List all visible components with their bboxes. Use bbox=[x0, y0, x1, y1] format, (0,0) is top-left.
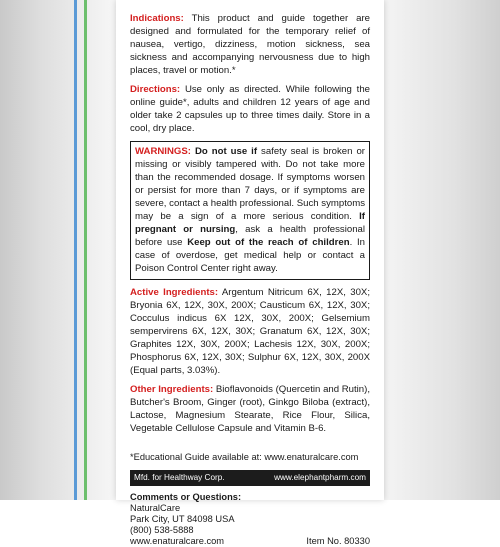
contact-bottom-row bbox=[130, 536, 370, 547]
active-ingredients-text: Argentum Nitricum 6X, 12X, 30X; Bryonia 6X, 12X, 30X, 200X; Causticum 6X, 12X, 30X; Cocculus indicus 6X 12X, 30X, 200X; Gelsemium sempervirens 6X, 12X, 30X; Granatum 6X, 12X, 30X; Graphites 12X, 30X, 200X; Lachesis 12X, 30X, 200X; Phosphorus 6X, 12X, 30X; Sulphur 6X, 12X, 30X, 200X (Equal parts, 3.03%). bbox=[130, 287, 370, 376]
manufacturer-bar bbox=[130, 470, 370, 486]
warnings-heading: WARNINGS: bbox=[135, 146, 191, 157]
label-content bbox=[130, 12, 370, 547]
indications-section bbox=[130, 12, 370, 77]
active-ingredients-section bbox=[130, 286, 370, 377]
directions-text: Use only as directed. While following the online guide*, adults and children 12 years of age and older take 2 capsules up to three times daily. Store in a cool, dry place. bbox=[130, 84, 370, 134]
educational-guide-footnote: *Educational Guide available at: www.enaturalcare.com bbox=[130, 452, 359, 462]
contact-company: NaturalCare bbox=[130, 503, 181, 513]
indications-heading: Indications: bbox=[130, 13, 184, 24]
other-ingredients-text: Bioflavonoids (Quercetin and Rutin), Butcher's Broom, Ginger (root), Ginkgo Biloba (extract), Lactose, Magnesium Stearate, Rice Flour, Silica, Vegetable Cellulose Capsule and Vitamin B-6. bbox=[130, 384, 371, 434]
warnings-box bbox=[130, 141, 370, 280]
other-ingredients-section bbox=[130, 383, 370, 435]
package-right-side bbox=[384, 0, 500, 500]
warnings-keep-out: Keep out of the reach of children bbox=[187, 237, 350, 248]
manufacturer-website: www.elephantpharm.com bbox=[274, 473, 366, 482]
warnings-text-1: safety seal is broken or missing or visibly tampered with. Do not take more than the recommended dosage. If symptoms worsen or persist for more than 7 days, or if symptoms are severe, contact a health professional. Such symptoms may be a sign of a more serious condition. bbox=[135, 146, 366, 222]
item-number: Item No. 80330 bbox=[306, 536, 370, 546]
contact-block bbox=[130, 492, 370, 547]
warnings-text-3: . In case of overdose, get medical help or contact a Poison Control Center right away. bbox=[135, 237, 365, 274]
active-ingredients-heading: Active Ingredients: bbox=[130, 287, 219, 298]
package-left-side bbox=[0, 0, 116, 500]
directions-section bbox=[130, 83, 370, 135]
warnings-do-not-use: Do not use if bbox=[194, 146, 258, 157]
manufacturer-text: Mfd. for Healthway Corp. bbox=[134, 473, 225, 482]
package-stripe-green bbox=[84, 0, 87, 500]
contact-address: Park City, UT 84098 USA bbox=[130, 514, 235, 524]
package-stripe-blue bbox=[74, 0, 77, 500]
other-ingredients-heading: Other Ingredients: bbox=[130, 384, 214, 395]
contact-website: www.enaturalcare.com bbox=[130, 536, 225, 546]
warnings-text-2: , ask a health professional before use bbox=[135, 224, 366, 248]
contact-phone: (800) 538-5888 bbox=[130, 525, 194, 535]
indications-text: This product and guide together are designed and formulated for the temporary relief of nausea, vertigo, dizziness, motion sickness, sea sickness and accompanying nervousness due to high places, travel or motion.* bbox=[130, 13, 370, 76]
contact-title: Comments or Questions: bbox=[130, 492, 242, 502]
directions-heading: Directions: bbox=[130, 84, 181, 95]
warnings-pregnant: If pregnant or nursing bbox=[135, 211, 365, 235]
